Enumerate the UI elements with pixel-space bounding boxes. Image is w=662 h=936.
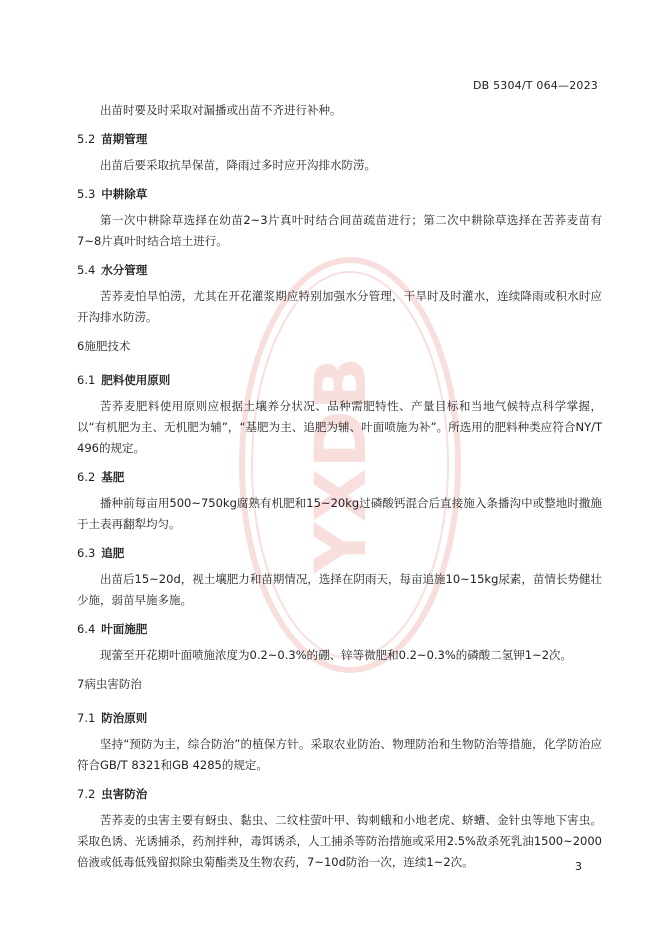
heading-title: 水分管理 bbox=[101, 263, 148, 277]
paragraph: 现蕾至开花期叶面喷施浓度为0.2~0.3%的硼、锌等微肥和0.2~0.3%的磷酸二氢钾1~2次。 bbox=[100, 648, 573, 662]
paragraph: 苦荞麦肥料使用原则应根据土壤养分状况、品种需肥特性、产量目标和当地气候特点科学掌握，以“有机肥为主、无机肥为辅”，“基肥为主、追肥为辅、叶面喷施为补”。所选用的肥料种类应符合NY/T 496的规定。 bbox=[77, 399, 602, 455]
section-heading bbox=[77, 619, 602, 639]
heading-title: 追肥 bbox=[101, 546, 125, 560]
section-heading bbox=[77, 543, 602, 563]
section-heading bbox=[77, 784, 602, 804]
paragraph: 坚持“预防为主，综合防治”的植保方针。采取农业防治、物理防治和生物防治等措施，化学防治应符合GB/T 8321和GB 4285的规定。 bbox=[77, 737, 602, 772]
heading-title: 基肥 bbox=[101, 470, 125, 484]
section-heading bbox=[77, 370, 602, 390]
document-code: DB 5304/T 064—2023 bbox=[472, 79, 598, 92]
heading-number: 6.4 bbox=[77, 622, 96, 636]
heading-title: 中耕除草 bbox=[101, 187, 148, 201]
heading-title: 病虫害防治 bbox=[84, 677, 142, 691]
heading-number: 6.2 bbox=[77, 470, 96, 484]
heading-number: 6.3 bbox=[77, 546, 96, 560]
paragraph: 第一次中耕除草选择在幼苗2~3片真叶时结合间苗疏苗进行；第二次中耕除草选择在苦荞麦苗有7~8片真叶时结合培土进行。 bbox=[77, 213, 602, 248]
heading-number: 5.3 bbox=[77, 187, 96, 201]
section-heading bbox=[77, 260, 602, 280]
heading-number: 5.2 bbox=[77, 132, 96, 146]
paragraph: 出苗后15~20d，视土壤肥力和苗期情况，选择在阴雨天，每亩追施10~15kg尿素，苗情长势健壮少施，弱苗早施多施。 bbox=[77, 572, 602, 607]
section-heading bbox=[77, 129, 602, 149]
heading-number: 6 bbox=[77, 339, 85, 353]
paragraph: 出苗时要及时采取对漏播或出苗不齐进行补种。 bbox=[100, 103, 342, 117]
heading-title: 虫害防治 bbox=[101, 787, 148, 801]
chapter-heading bbox=[77, 674, 602, 694]
paragraph: 出苗后要采取抗旱保苗，降雨过多时应开沟排水防涝。 bbox=[100, 158, 376, 172]
heading-title: 苗期管理 bbox=[101, 132, 148, 146]
heading-number: 5.4 bbox=[77, 263, 96, 277]
heading-number: 7.2 bbox=[77, 787, 96, 801]
section-heading bbox=[77, 184, 602, 204]
chapter-heading bbox=[77, 336, 602, 356]
paragraph: 苦荞麦怕旱怕涝，尤其在开花灌浆期应特别加强水分管理，干旱时及时灌水，连续降雨或积水时应开沟排水防涝。 bbox=[77, 289, 602, 324]
section-heading bbox=[77, 467, 602, 487]
heading-number: 7.1 bbox=[77, 711, 96, 725]
heading-title: 防治原则 bbox=[101, 711, 148, 725]
paragraph: 苦荞麦的虫害主要有蚜虫、黏虫、二纹柱萤叶甲、钩刺蛾和小地老虎、蛴螬、金针虫等地下害虫。采取色诱、光诱捕杀，药剂拌种，毒饵诱杀，人工捕杀等防治措施或采用2.5%敌杀死乳油1500~2000倍液或低毒低残留拟除虫菊酯类及生物农药，7~10d防治一次，连续1~2次。 bbox=[77, 813, 602, 869]
stamp-center-text: YXDB bbox=[300, 356, 382, 574]
page-number: 3 bbox=[575, 860, 582, 873]
heading-number: 7 bbox=[77, 677, 85, 691]
heading-title: 施肥技术 bbox=[84, 339, 131, 353]
document-body bbox=[77, 100, 602, 881]
paragraph: 播种前每亩用500~750kg腐熟有机肥和15~20kg过磷酸钙混合后直接施入条播沟中或整地时撒施于土表再翻犁均匀。 bbox=[77, 496, 602, 531]
heading-title: 肥料使用原则 bbox=[101, 373, 171, 387]
section-heading bbox=[77, 708, 602, 728]
heading-number: 6.1 bbox=[77, 373, 96, 387]
heading-title: 叶面施肥 bbox=[101, 622, 148, 636]
